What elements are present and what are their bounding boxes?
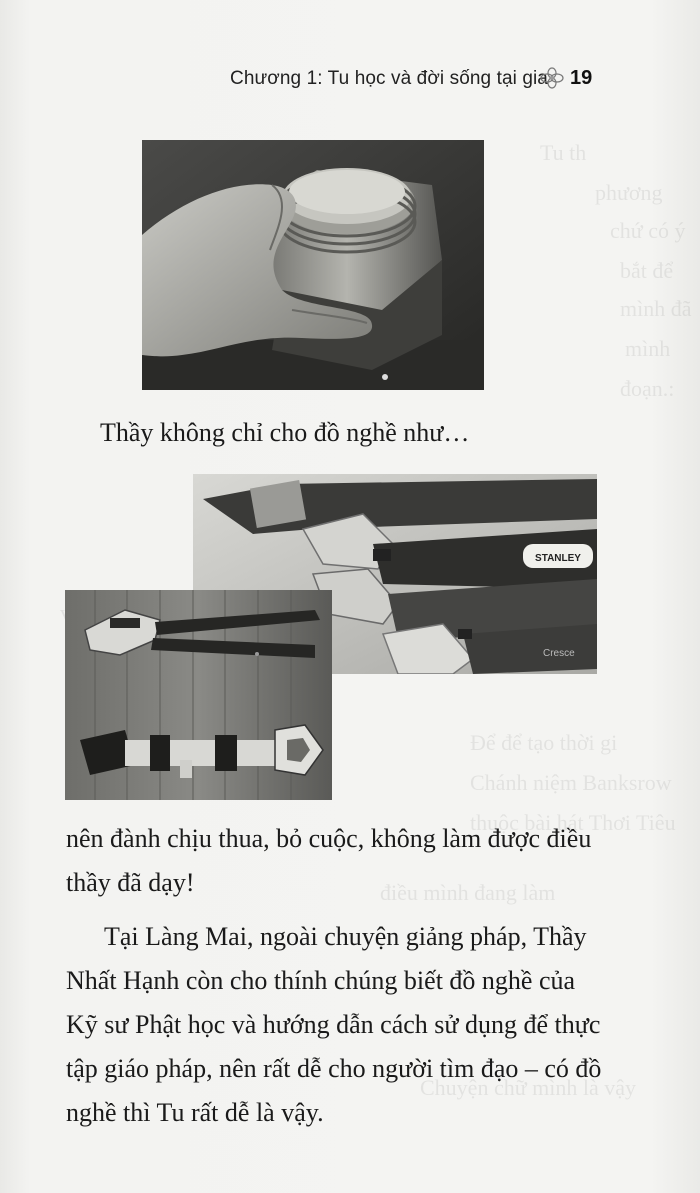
pliers-photo: [65, 590, 332, 800]
paragraph-1-line-1: nên đành chịu thua, bỏ cuộc, không làm được điều: [66, 824, 592, 853]
crescent-label: Cresce: [543, 648, 575, 659]
stanley-label: STANLEY: [535, 553, 581, 564]
paragraph-2-line-1: Tại Làng Mai, ngoài chuyện giảng pháp, Thầy: [104, 922, 587, 951]
paragraph-2-line-5: nghề thì Tu rất dễ là vậy.: [66, 1098, 324, 1127]
running-header: [230, 68, 548, 90]
bleed-through-texture: Tu th phương chứ có ý bắt để mình đã mình đoạn.: Để để tạo thời gi Chánh niệm Banksrow thuộc bài hát Thơi Tiêu điều mình đang làm Chuyện chữ mình là vậy: [380, 140, 692, 1100]
figure-caption: Thầy không chỉ cho đồ nghề như…: [100, 418, 470, 447]
paragraph-1-line-2: thầy đã dạy!: [66, 868, 195, 897]
flower-ornament-icon: [538, 66, 566, 90]
paragraph-2-line-2: Nhất Hạnh còn cho thính chúng biết đồ nghề của: [66, 966, 576, 995]
paragraph-2-line-4: tập giáo pháp, nên rất dễ cho người tìm đạo – có đồ: [66, 1054, 602, 1083]
paragraph-2-line-3: Kỹ sư Phật học và hướng dẫn cách sử dụng để thực: [66, 1010, 601, 1039]
chapter-title: Chương 1: Tu học và đời sống tại gia: [230, 68, 548, 89]
bolt-photo: [142, 140, 484, 390]
page-number: 19: [570, 67, 593, 89]
